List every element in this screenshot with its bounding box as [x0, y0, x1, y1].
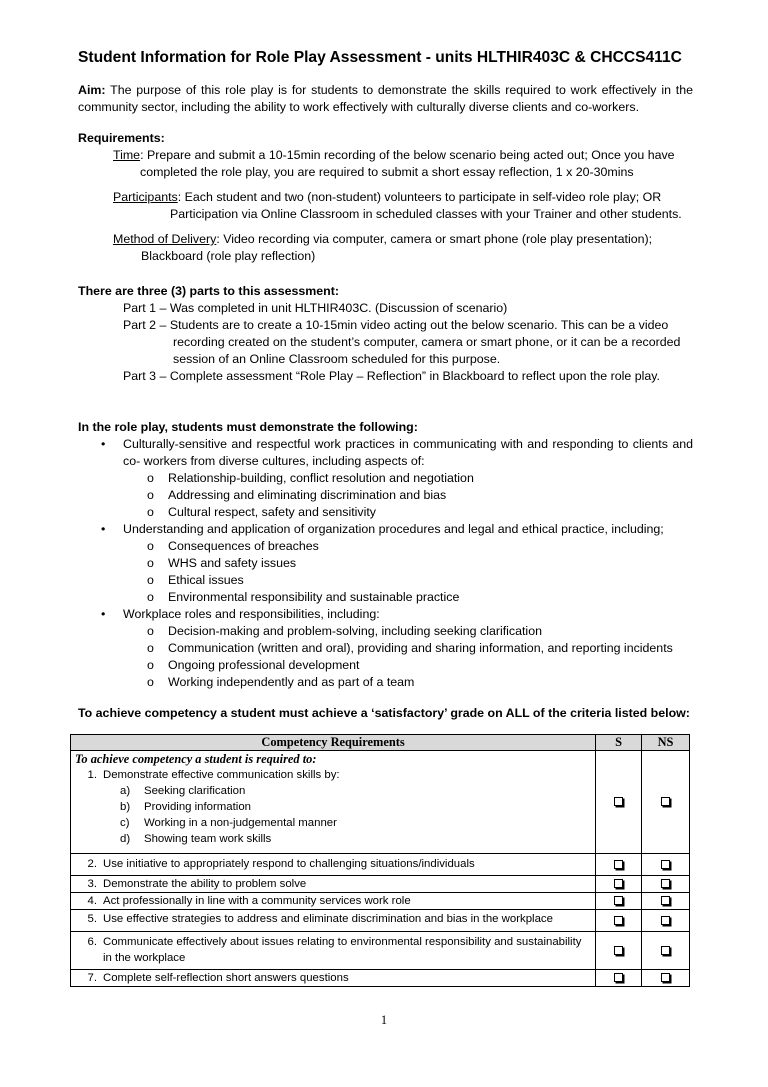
- table-row: [71, 876, 690, 893]
- part-3: Part 3 – Complete assessment “Role Play – Reflection” in Blackboard to reflect upon the role play.: [123, 369, 660, 383]
- delivery-label: Method of Delivery: [113, 232, 217, 246]
- bullet-icon: •: [101, 437, 106, 451]
- demonstrate-item-text: Culturally-sensitive and respectful work practices in communicating with and responding to clients and co- workers from diverse cultures, including aspects of:: [123, 437, 693, 468]
- checkbox-icon[interactable]: [661, 879, 670, 888]
- circle-bullet-icon: o: [147, 539, 154, 553]
- participants-text-cont: Participation via Online Classroom in scheduled classes with your Trainer and other students.: [170, 207, 682, 221]
- sub-item: [78, 657, 693, 674]
- col-header-s: S: [596, 735, 642, 751]
- sub-letter: b): [120, 801, 131, 813]
- checkbox-icon[interactable]: [661, 860, 670, 869]
- demonstrate-item: [78, 521, 693, 606]
- table-row: [71, 932, 690, 970]
- sub-item: [78, 555, 693, 572]
- criteria-cell: [71, 932, 596, 970]
- criterion-text: Act professionally in line with a community services work role: [103, 895, 411, 907]
- s-checkbox-cell[interactable]: [596, 876, 642, 893]
- competency-table: [70, 734, 690, 987]
- s-checkbox-cell[interactable]: [596, 854, 642, 876]
- criterion-1: [75, 767, 591, 783]
- sub-text: Showing team work skills: [144, 833, 272, 845]
- sub-item: [78, 589, 693, 606]
- bullet-icon: •: [101, 522, 106, 536]
- document-title: Student Information for Role Play Assessment - units HLTHIR403C & CHCCS411C: [78, 49, 682, 66]
- criterion-number: 4.: [87, 895, 97, 907]
- aim-paragraph: [78, 82, 693, 116]
- ns-checkbox-cell[interactable]: [642, 970, 690, 987]
- sub-criterion: [75, 799, 591, 815]
- part-2: Part 2 – Students are to create a 10-15min video acting out the below scenario. This can be a video: [123, 318, 669, 332]
- bullet-icon: •: [101, 607, 106, 621]
- demonstrate-sublist: [123, 538, 693, 606]
- part-1: Part 1 – Was completed in unit HLTHIR403C. (Discussion of scenario): [123, 301, 508, 315]
- table-row: [71, 854, 690, 876]
- sub-item-text: Consequences of breaches: [168, 539, 319, 553]
- criteria-cell: [71, 893, 596, 910]
- criterion-number: 3.: [87, 878, 97, 890]
- part-2-cont-2: session of an Online Classroom scheduled for this purpose.: [173, 352, 501, 366]
- requirements-heading: Requirements:: [78, 131, 165, 145]
- checkbox-icon[interactable]: [661, 797, 670, 806]
- s-checkbox-cell[interactable]: [596, 970, 642, 987]
- document-page: [78, 48, 693, 722]
- checkbox-icon[interactable]: [614, 797, 623, 806]
- sub-item-text: Addressing and eliminating discrimination and bias: [168, 488, 447, 502]
- circle-bullet-icon: o: [147, 590, 154, 604]
- ns-checkbox-cell[interactable]: [642, 910, 690, 932]
- sub-item-text: Ongoing professional development: [168, 658, 360, 672]
- criterion-number: 6.: [87, 936, 97, 948]
- sub-item-text: Environmental responsibility and sustainable practice: [168, 590, 460, 604]
- page-number: 1: [380, 1013, 388, 1027]
- sub-letter: c): [120, 817, 130, 829]
- demonstrate-item-text: Workplace roles and responsibilities, including:: [123, 607, 380, 621]
- requirement-delivery: [113, 231, 693, 248]
- s-checkbox-cell[interactable]: [596, 751, 642, 854]
- table-row: [71, 970, 690, 987]
- aim-label: Aim:: [78, 83, 106, 97]
- criterion-text: Use initiative to appropriately respond to challenging situations/individuals: [103, 858, 475, 870]
- s-checkbox-cell[interactable]: [596, 893, 642, 910]
- sub-item-text: Decision-making and problem-solving, including seeking clarification: [168, 624, 542, 638]
- demonstrate-item: [78, 436, 693, 521]
- circle-bullet-icon: o: [147, 471, 154, 485]
- requirement-time: [113, 147, 693, 164]
- table-row: [71, 893, 690, 910]
- competency-heading: To achieve competency a student must achieve a ‘satisfactory’ grade on ALL of the criteria listed below:: [78, 706, 690, 720]
- ns-checkbox-cell[interactable]: [642, 876, 690, 893]
- sub-item-text: Relationship-building, conflict resolution and negotiation: [168, 471, 474, 485]
- col-header-ns: NS: [642, 735, 690, 751]
- criterion-number: 5.: [87, 913, 97, 925]
- s-checkbox-cell[interactable]: [596, 910, 642, 932]
- checkbox-icon[interactable]: [614, 879, 623, 888]
- delivery-text: : Video recording via computer, camera or smart phone (role play presentation);: [216, 232, 653, 246]
- table-row: [71, 910, 690, 932]
- time-text-cont: completed the role play, you are required to submit a short essay reflection, 1 x 20-30mins: [140, 165, 634, 179]
- demonstrate-item-text: Understanding and application of organization procedures and legal and ethical practice, including;: [123, 522, 664, 536]
- checkbox-icon[interactable]: [661, 916, 670, 925]
- ns-checkbox-cell[interactable]: [642, 854, 690, 876]
- criteria-cell: [71, 876, 596, 893]
- checkbox-icon[interactable]: [661, 896, 670, 905]
- sub-item-text: Communication (written and oral), providing and sharing information, and reporting incidents: [168, 641, 673, 655]
- sub-item-text: Cultural respect, safety and sensitivity: [168, 505, 376, 519]
- circle-bullet-icon: o: [147, 641, 154, 655]
- demonstrate-list: [78, 436, 693, 691]
- demonstrate-heading: In the role play, students must demonstrate the following:: [78, 420, 418, 434]
- requirement-participants: [113, 189, 693, 206]
- participants-label: Participants: [113, 190, 178, 204]
- checkbox-icon[interactable]: [614, 973, 623, 982]
- criterion-text: Complete self-reflection short answers questions: [103, 972, 349, 984]
- col-header-requirements: Competency Requirements: [71, 735, 596, 751]
- delivery-text-cont: Blackboard (role play reflection): [141, 249, 316, 263]
- time-label: Time: [113, 148, 141, 162]
- checkbox-icon[interactable]: [614, 860, 623, 869]
- circle-bullet-icon: o: [147, 488, 154, 502]
- checkbox-icon[interactable]: [661, 973, 670, 982]
- parts-heading: There are three (3) parts to this assessment:: [78, 284, 339, 298]
- table-intro: To achieve competency a student is required to:: [75, 752, 317, 766]
- sub-item: [78, 487, 693, 504]
- sub-item: [78, 470, 693, 487]
- circle-bullet-icon: o: [147, 505, 154, 519]
- sub-text: Working in a non-judgemental manner: [144, 817, 337, 829]
- sub-item: [78, 640, 693, 657]
- circle-bullet-icon: o: [147, 556, 154, 570]
- checkbox-icon[interactable]: [614, 916, 623, 925]
- criteria-cell: [71, 751, 596, 854]
- checkbox-icon[interactable]: [614, 946, 623, 955]
- criteria-cell: [71, 910, 596, 932]
- criterion-text: Communicate effectively about issues relating to environmental responsibility and sustainability in the workplace: [103, 936, 582, 964]
- ns-checkbox-cell[interactable]: [642, 932, 690, 970]
- ns-checkbox-cell[interactable]: [642, 893, 690, 910]
- time-text: : Prepare and submit a 10-15min recording of the below scenario being acted out; Once you have: [140, 148, 675, 162]
- sub-item-text: Working independently and as part of a team: [168, 675, 415, 689]
- circle-bullet-icon: o: [147, 658, 154, 672]
- aim-text: The purpose of this role play is for students to demonstrate the skills required to work effectively in the community sector, including the ability to work effectively with culturally diverse clients and co-workers.: [78, 83, 693, 114]
- demonstrate-sublist: [123, 470, 693, 521]
- circle-bullet-icon: o: [147, 624, 154, 638]
- criterion-text: Use effective strategies to address and eliminate discrimination and bias in the workplace: [103, 913, 553, 925]
- sub-item: [78, 572, 693, 589]
- criteria-cell: [71, 970, 596, 987]
- s-checkbox-cell[interactable]: [596, 932, 642, 970]
- criterion-number: 2.: [87, 858, 97, 870]
- table-row: [71, 751, 690, 854]
- demonstrate-sublist: [123, 623, 693, 691]
- sub-item: [78, 538, 693, 555]
- checkbox-icon[interactable]: [661, 946, 670, 955]
- sub-text: Seeking clarification: [144, 785, 246, 797]
- criteria-cell: [71, 854, 596, 876]
- sub-text: Providing information: [144, 801, 251, 813]
- criterion-number: 7.: [87, 972, 97, 984]
- sub-criterion: [75, 783, 591, 799]
- table-header-row: [71, 735, 690, 751]
- circle-bullet-icon: o: [147, 675, 154, 689]
- criterion-number: 1.: [87, 769, 97, 781]
- sub-criterion: [75, 831, 591, 847]
- participants-text: : Each student and two (non-student) volunteers to participate in self-video role play; OR: [177, 190, 662, 204]
- sub-letter: a): [120, 785, 131, 797]
- checkbox-icon[interactable]: [614, 896, 623, 905]
- sub-item: [78, 623, 693, 640]
- criterion-text: Demonstrate the ability to problem solve: [103, 878, 307, 890]
- part-2-cont: recording created on the student’s computer, camera or smart phone, or it can be a recorded: [173, 335, 681, 349]
- demonstrate-item: [78, 606, 693, 691]
- sub-item-text: WHS and safety issues: [168, 556, 297, 570]
- sub-item-text: Ethical issues: [168, 573, 244, 587]
- criterion-text: Demonstrate effective communication skills by:: [103, 769, 340, 781]
- sub-criterion: [75, 815, 591, 831]
- circle-bullet-icon: o: [147, 573, 154, 587]
- sub-item: [78, 674, 693, 691]
- sub-item: [78, 504, 693, 521]
- ns-checkbox-cell[interactable]: [642, 751, 690, 854]
- sub-letter: d): [120, 833, 131, 845]
